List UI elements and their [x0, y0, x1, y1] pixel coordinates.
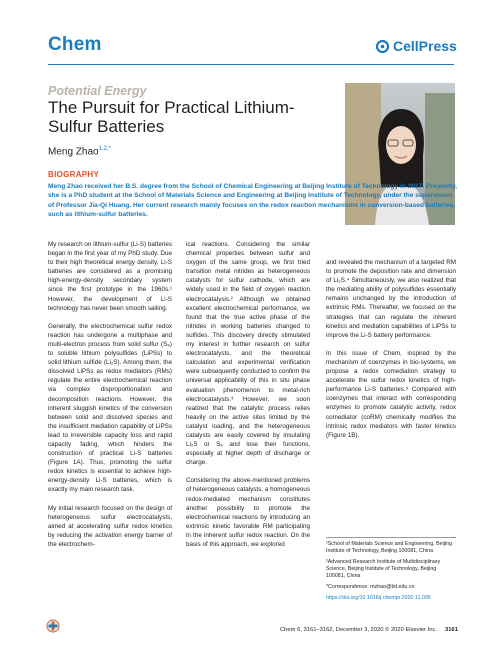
- publisher-name: CellPress: [393, 38, 457, 54]
- paragraph: ical reactions. Considering the similar chemical properties between sulfur and oxygen of the same group, we first tried transition metal nitrides as heterogeneous catalysts for sulfur cathode, which are widely used in the field of oxygen reaction electrocatalysis.² Although we obtained excellent electrochemical performance, we found that the true active phase of the nitrides in working batteries changed to sulfides. This discovery directly stimulated my interest in further research on sulfur electrocatalysts, and the theoretical calculation and experimental verification were subsequently conducted to confirm the universal applicability of this in situ phase evaluation phenomenon to metal-rich electrocatalysts.³ However, we soon realized that the catalytic process relies heavily on the active sites limited by the catalyst loading, and the heterogeneous catalysts are easily covered by insulating Li₂S or S₈ and lose their functions, especially at higher depth of discharge or charge.: [186, 241, 310, 467]
- author-line: [48, 146, 111, 157]
- doi-link[interactable]: https://doi.org/10.1016/j.chempr.2020.11.006: [326, 595, 431, 601]
- paragraph: Considering the above-mentioned problems of heterogeneous catalysts, a homogeneous redox-mediated mechanism constitutes another possibility to promote the electrochemical reactions by introducing an extrinsic kinetic favorable RM participating in the inherent sulfur redox reaction. On the basis of this approach, we explored: [186, 477, 310, 548]
- correspondence: *Correspondence: mzhao@bit.edu.cn: [326, 584, 415, 590]
- page-footer: [280, 627, 458, 633]
- section-label: Potential Energy: [48, 84, 147, 98]
- author-name: Meng Zhao: [48, 146, 99, 158]
- paragraph: Generally, the electrochemical sulfur redox reaction has undergone a multiphase and multi-electron process from solid sulfur (S₈) to soluble lithium polysulfides (LiPSs) to solid lithium sulfide (Li₂S). Among them, the dissolved LiPSs as redox mediators (RMs) regulate the entire electrochemical reaction via complex disproportionation and decomposition reactions. However, the inherent sluggish kinetics of the conversion between solid and dissolved species and the insufficient mediation capability of LiPSs lead to irreversible capacity loss and rapid capacity fading, which hinders the construction of practical Li-S batteries (Figure 1A). Thus, promoting the sulfur redox kinetics is essential to achieve high-energy-density Li-S batteries, which is exactly my main research task.: [48, 322, 172, 494]
- check-for-updates-badge[interactable]: [46, 619, 60, 640]
- author-affiliation-marks[interactable]: 1,2,*: [98, 146, 111, 152]
- biography-text: Meng Zhao received her B.S. degree from the School of Chemical Engineering at Beijing Institute of Technology in 2017. Presently, she is a PhD student at the School of Materials Science and Engineering at Beijing Institute of Technology, under the supervision of Professor Jia-Qi Huang. Her current research mainly focuses on the redox reaction mechanisms in conversion-based batteries, such as lithium-sulfur batteries.: [48, 183, 458, 218]
- page-number: 3161: [445, 627, 458, 633]
- header-rule: [48, 64, 454, 65]
- paragraph: My research on lithium-sulfur (Li-S) batteries began in the first year of my PhD study. Due to their high theoretical energy density, Li-S batteries are considered as a promising high-energy-density secondary system since the first prototype in the 1960s.¹ However, the development of Li-S technology has never been smooth sailing.: [48, 241, 172, 312]
- crossmark-icon: [46, 619, 60, 635]
- article-title: The Pursuit for Practical Lithium-Sulfur Batteries: [48, 98, 295, 136]
- cellpress-icon: [376, 40, 389, 53]
- publisher-logo: [376, 38, 457, 54]
- journal-name: Chem: [48, 34, 102, 55]
- biography-heading: BIOGRAPHY: [48, 170, 100, 179]
- paragraph: My initial research focused on the design of heterogeneous sulfur electrocatalysts, aimed at accelerating sulfur redox kinetics by reducing the activation energy barrier of the electrochem-: [48, 504, 172, 548]
- footnote-rule: [326, 537, 456, 538]
- affiliation-1: ¹School of Materials Science and Engineering, Beijing Institute of Technology, Beijing 100081, China: [326, 541, 453, 554]
- paragraph: and revealed the mechanism of a targeted RM to promote the deposition rate and dimension of Li₂S.⁴ Simultaneously, we also realized that the mediating ability of polysulfides essentially remains unchanged by the introduction of extrinsic RMs. Thereafter, we focused on the strategies that can regulate the inherent kinetics and mediation capabilities of LiPSs to improve the Li-S battery performance.: [326, 259, 456, 339]
- body-column-2: [186, 240, 310, 558]
- body-column-1: [48, 240, 172, 558]
- citation: Chem 6, 3161–3162, December 3, 2020 © 2020 Elsevier Inc.: [280, 627, 438, 633]
- paragraph: In this issue of Chem, inspired by the mechanism of coenzymes in bio-systems, we propose a redox comediation strategy to accelerate the sulfur redox kinetics of high-performance Li-S batteries.⁵ Compared with coenzymes that interact with corresponding enzymes to promote catalytic activity, redox comediator (coRM) chemically modifies the intrinsic redox mediators with faster kinetics (Figure 1B).: [326, 349, 456, 439]
- affiliation-2: ²Advanced Research Institute of Multidisciplinary Science, Beijing Institute of Technology, Beijing 100081, China: [326, 559, 441, 579]
- footnotes: [326, 541, 456, 606]
- body-column-3: [326, 258, 456, 449]
